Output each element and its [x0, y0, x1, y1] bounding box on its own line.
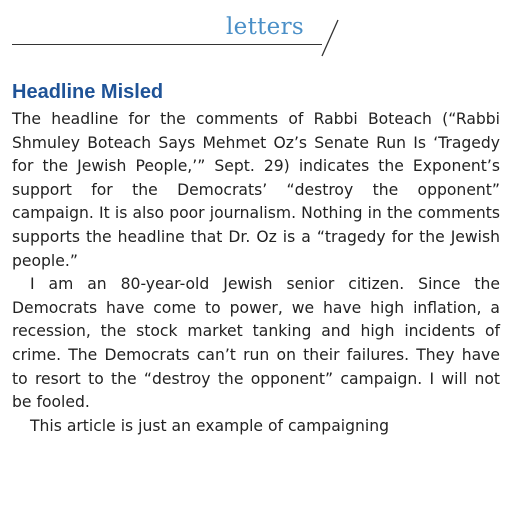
letter-paragraph-3: This article is just an example of campaigning	[30, 416, 389, 435]
letter-paragraph-2: I am an 80-year-old Jewish senior citizen. Since the Democrats have come to power, we have high inflation, a recession, the stock market tanking and high incidents of crime. The Democrats can’t run on their failures. They have to resort to the “destroy the opponent” campaign. I will not be fooled.	[12, 275, 500, 412]
section-label: letters	[226, 14, 304, 40]
section-header	[0, 0, 512, 70]
slash-icon	[0, 0, 512, 70]
letter-paragraph-1: The headline for the comments of Rabbi Boteach (“Rabbi Shmuley Boteach Says Mehmet Oz’s Senate Run Is ‘Tragedy for the Jewish People,’” Sept. 29) indicates the Exponent’s support for the Democrats’ “destroy the opponent” campaign. It is also poor journalism. Nothing in the comments supports the headline that Dr. Oz is a “tragedy for the Jewish people.”	[12, 110, 500, 270]
letter-body	[12, 108, 500, 438]
letter-headline: Headline Misled	[12, 81, 164, 103]
